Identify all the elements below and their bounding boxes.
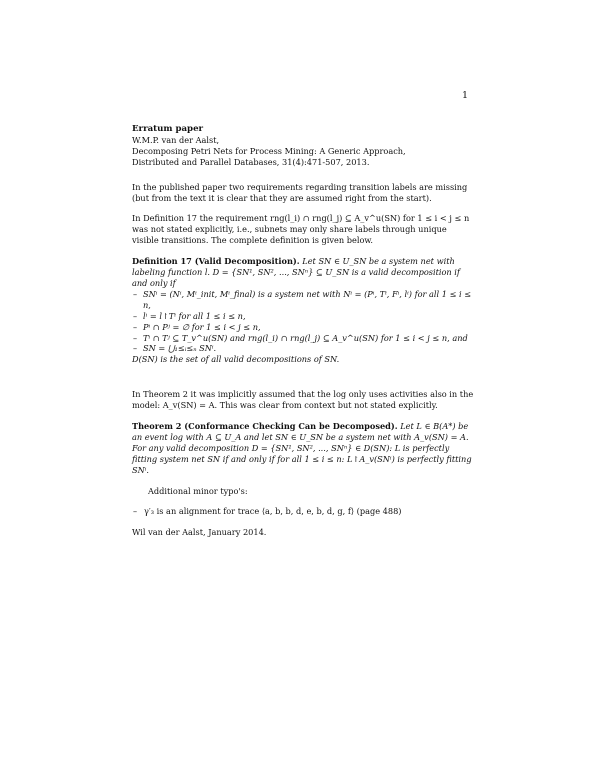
intro-paragraph: In the published paper two requirements regarding transition labels are missing (but from the text it is clear that they are assumed right from the start). [132, 181, 468, 203]
definition-text: Let SN ∈ U_SN be a system net with labeling function l. D = {SN¹, SN², ..., SNⁿ} ⊆ U_SN is a valid decomposition if and only if [132, 256, 460, 288]
author: W.M.P. van der Aalst, [132, 134, 220, 145]
paper-title: Decomposing Petri Nets for Process Mining: A Generic Approach, [132, 145, 406, 156]
theorem-note: In Theorem 2 it was implicitly assumed that the log only uses activities also in the model: A_v(SN) = A. This was clear from context but not stated explicitly. [132, 389, 474, 411]
condition-item: – lⁱ = l↾Tⁱ for all 1 ≤ i ≤ n, [132, 311, 476, 322]
definition-note: In Definition 17 the requirement rng(l_i) ∩ rng(l_j) ⊆ A_v^u(SN) for 1 ≤ i < j ≤ n was not stated explicitly, i.e., subnets may only share labels through unique visible transitions. The complete definition is given below. [132, 213, 470, 246]
definition-heading: Definition 17 (Valid Decomposition). [132, 256, 300, 267]
journal-citation: Distributed and Parallel Databases, 31(4):471-507, 2013. [132, 156, 370, 167]
condition-item: – SN = ⋃₁≤ᵢ≤ₙ SNⁱ. [132, 343, 476, 354]
theorem-heading: Theorem 2 (Conformance Checking Can be Decomposed). [132, 421, 398, 432]
typo-item: – γ′₃ is an alignment for trace ⟨a, b, b, d, e, b, d, g, f⟩ (page 488) [132, 506, 476, 517]
definition-block [132, 256, 476, 289]
definition-closing: D(SN) is the set of all valid decompositions of SN. [132, 354, 340, 365]
document-body [132, 124, 476, 538]
theorem-block [132, 421, 476, 476]
condition-item: – SNⁱ = (Nⁱ, Mⁱ_init, Mⁱ_final) is a system net with Nⁱ = (Pⁱ, Tⁱ, Fⁱ, lⁱ) for all 1 ≤ i ≤ n, [132, 289, 476, 311]
condition-item: – Pⁱ ∩ Pʲ = ∅ for 1 ≤ i < j ≤ n, [132, 322, 476, 333]
signature: Wil van der Aalst, January 2014. [132, 527, 267, 538]
condition-item: – Tⁱ ∩ Tʲ ⊆ T_v^u(SN) and rng(l_i) ∩ rng(l_j) ⊆ A_v^u(SN) for 1 ≤ i < j ≤ n, and [132, 333, 476, 344]
page-number: 1 [462, 90, 469, 101]
erratum-title: Erratum paper [132, 124, 204, 134]
definition-conditions [132, 289, 476, 354]
minor-typos-label: Additional minor typo's: [148, 485, 248, 496]
theorem-text: Let L ∈ B(A*) be an event log with A ⊆ U_A and let SN ∈ U_SN be a system net with A_v(SN) = A. For any valid decomposition D = {SN¹, SN², ..., SNⁿ} ∈ D(SN): L is perfectly fitting system net SN if and only if for all 1 ≤ i ≤ n: L↾A_v(SNⁱ) is perfectly fitting SNⁱ. [132, 421, 472, 475]
